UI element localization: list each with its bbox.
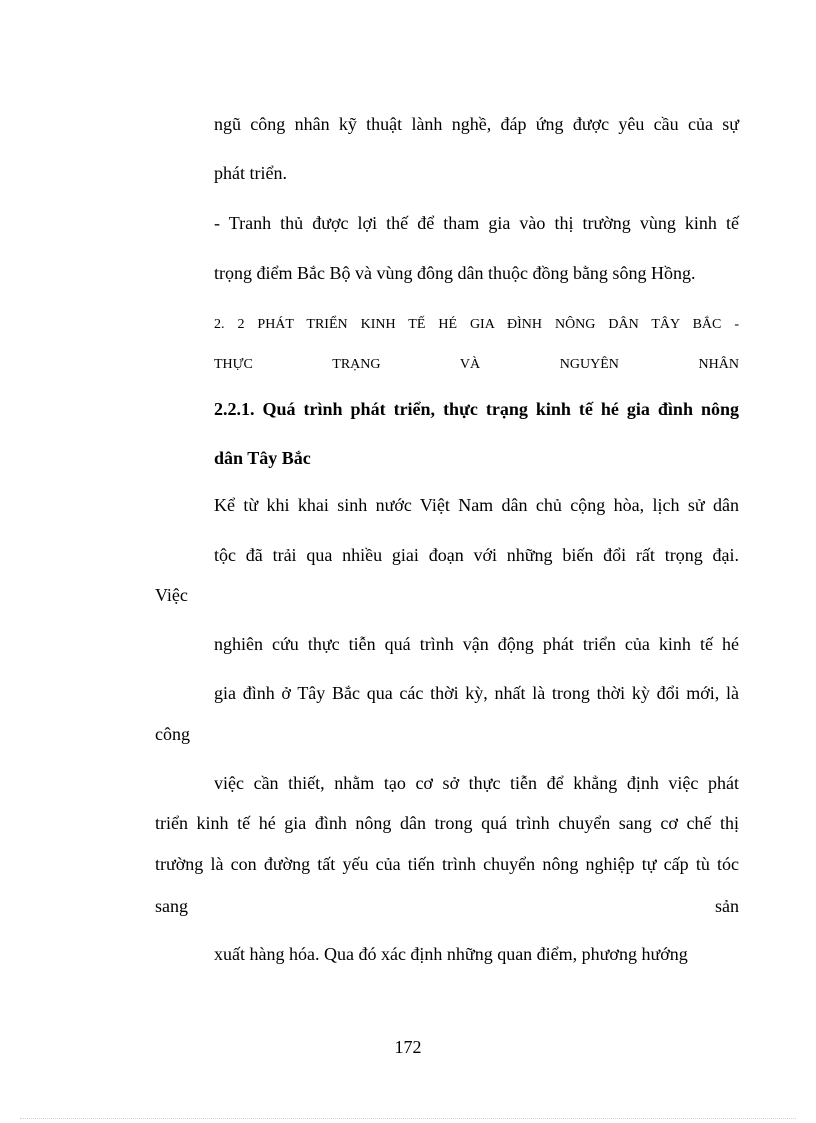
section-heading-line-1: 2. 2 PHÁT TRIỂN KINH TẾ HÉ GIA ĐÌNH NÔNG DÂN TÂY BẮC - [214,317,739,332]
subsection-heading-line-1: 2.2.1. Quá trình phát triển, thực trạng kinh tế hé gia đình nông [214,399,739,419]
page-bottom-divider [20,1118,796,1119]
section-heading-line-2: THỰC TRẠNG VÀ NGUYÊN NHÂN [214,357,739,372]
page-number: 172 [394,1037,422,1057]
text-line-2: phát triển. [214,163,287,183]
text-line-14: công [155,724,190,744]
text-line-10: tộc đã trải qua nhiều giai đoạn với những biến đổi rất trọng đại. [214,545,739,565]
text-line-16: triển kinh tế hé gia đình nông dân trong quá trình chuyển sang cơ chế thị [155,813,739,833]
text-line-9: Kể từ khi khai sinh nước Việt Nam dân chủ cộng hòa, lịch sử dân [214,495,739,515]
text-line-1: ngũ công nhân kỹ thuật lành nghề, đáp ứng được yêu cầu của sự [214,114,739,134]
text-line-17: trường là con đường tất yếu của tiến trình chuyển nông nghiệp tự cấp tù tóc [155,854,739,874]
text-line-18: sang sản [155,896,739,916]
subsection-heading-line-2: dân Tây Bắc [214,448,311,468]
text-line-11: Việc [155,585,188,605]
text-line-13: gia đình ở Tây Bắc qua các thời kỳ, nhất là trong thời kỳ đổi mới, là [214,683,739,703]
text-line-15: việc cần thiết, nhằm tạo cơ sở thực tiễn để khẳng định việc phát [214,773,739,793]
text-line-19: xuất hàng hóa. Qua đó xác định những quan điểm, phương hướng [214,944,688,964]
text-line-4: trọng điểm Bắc Bộ và vùng đông dân thuộc đồng bằng sông Hồng. [214,263,696,283]
text-line-3: - Tranh thủ được lợi thế để tham gia vào thị trường vùng kinh tế [214,213,739,233]
text-line-12: nghiên cứu thực tiễn quá trình vận động phát triển của kinh tế hé [214,634,739,654]
